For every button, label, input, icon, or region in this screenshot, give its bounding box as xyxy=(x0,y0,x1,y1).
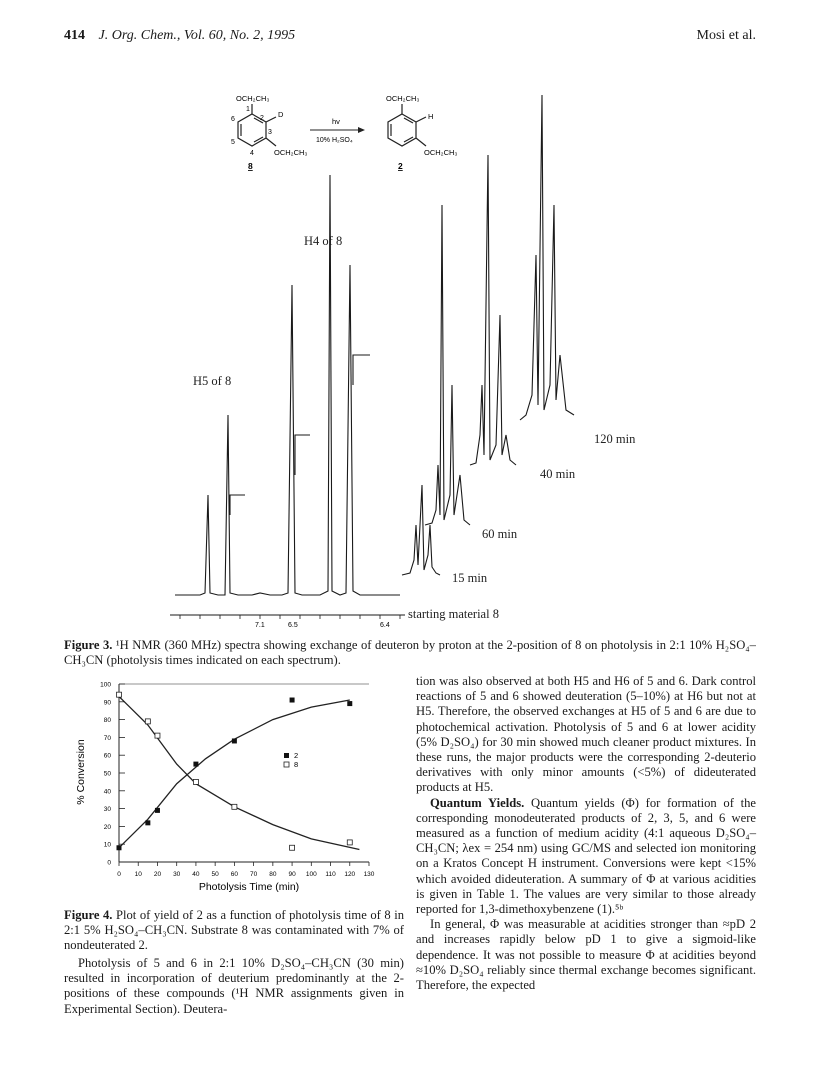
spectrum-label-120-min: 120 min xyxy=(594,432,636,446)
ppm-tick-label: 7.1 xyxy=(255,622,265,629)
chart-y-axis-label: % Conversion xyxy=(75,739,87,805)
spectrum-120-min xyxy=(520,95,574,420)
data-point-series-2 xyxy=(193,762,198,767)
spectrum-15-min xyxy=(402,485,440,575)
x-tick-label: 20 xyxy=(153,871,162,878)
ppm-axis-ticks xyxy=(180,615,400,619)
figure-3-caption xyxy=(64,638,756,668)
y-tick-label: 90 xyxy=(103,699,111,707)
x-tick-label: 10 xyxy=(134,871,142,878)
section-heading: Quantum Yields. xyxy=(430,795,525,810)
quantum-yields-paragraph xyxy=(416,796,756,918)
ppm-tick-label: 6.5 xyxy=(288,622,298,629)
reactant-compound-label: 8 xyxy=(248,161,253,171)
x-tick-label: 70 xyxy=(249,871,258,878)
chart-marks xyxy=(117,692,360,850)
ring-number-3: 3 xyxy=(268,129,272,136)
data-point-series-8 xyxy=(117,692,122,697)
x-tick-label: 80 xyxy=(269,871,277,878)
x-tick-label: 50 xyxy=(211,871,219,878)
ring-number-2: 2 xyxy=(260,115,264,122)
figure-4-caption xyxy=(64,908,404,953)
figure-3-caption-text: ¹H NMR (360 MHz) spectra showing exchange of deuteron by proton at the 2-position of 8 on photolysis in 2:1 10% H₂SO₄–CH₃CN (photolysis times indicated on each spectrum). xyxy=(64,638,756,667)
data-point-series-2 xyxy=(290,698,295,703)
x-tick-label: 0 xyxy=(117,871,121,878)
spectrum-label-60-min: 60 min xyxy=(482,527,518,541)
data-point-series-2 xyxy=(347,701,352,706)
legend-marker-series-2 xyxy=(284,753,289,758)
data-point-series-8 xyxy=(145,719,150,724)
data-point-series-2 xyxy=(117,845,122,850)
y-tick-label: 80 xyxy=(103,717,111,725)
ring-number-1: 1 xyxy=(246,106,250,113)
ring-number-4: 4 xyxy=(250,150,254,157)
y-tick-label: 10 xyxy=(103,841,111,849)
integral-trace xyxy=(353,355,370,385)
product-substituent-bottom: OCH₂CH₃ xyxy=(424,148,458,157)
journal-citation: J. Org. Chem., Vol. 60, No. 2, 1995 xyxy=(98,28,296,43)
x-tick-label: 110 xyxy=(325,871,336,878)
product-substituent-top: OCH₂CH₃ xyxy=(386,94,420,103)
running-head xyxy=(64,28,756,48)
body-paragraph: Photolysis of 5 and 6 in 2:1 10% D₂SO₄–CH₃CN (30 min) resulted in incorporation of deuterium predominantly at the 2-positions of these compounds (¹H NMR assignments given in Experimental Section). Deutera- xyxy=(64,956,404,1016)
data-point-series-8 xyxy=(290,845,295,850)
data-point-series-8 xyxy=(155,733,160,738)
chart-axes xyxy=(100,682,375,879)
y-tick-label: 70 xyxy=(103,734,111,742)
spectrum-60-min xyxy=(425,205,470,525)
integral-trace xyxy=(295,435,310,475)
left-column-text xyxy=(64,956,404,1017)
conversion-chart xyxy=(64,672,404,904)
ring-number-6: 6 xyxy=(231,116,235,123)
peak-label-h4: H4 of 8 xyxy=(304,234,343,248)
peak-label-h5: H5 of 8 xyxy=(193,374,232,388)
spectrum-label-starting-material: starting material 8 xyxy=(408,607,499,621)
data-point-series-2 xyxy=(145,820,150,825)
data-point-series-8 xyxy=(347,840,352,845)
x-tick-label: 100 xyxy=(305,871,317,878)
page-number: 414 xyxy=(64,28,85,43)
reactant-substituent-top: OCH₂CH₃ xyxy=(236,94,270,103)
reactant-substituent-bottom: OCH₂CH₃ xyxy=(274,148,308,157)
reactant-deuterium: D xyxy=(278,110,284,119)
x-tick-label: 60 xyxy=(230,871,239,878)
x-tick-label: 90 xyxy=(288,871,296,878)
ppm-tick-label: 6.4 xyxy=(380,622,390,629)
data-point-series-2 xyxy=(155,808,160,813)
y-tick-label: 100 xyxy=(100,681,111,689)
nmr-spectra-figure xyxy=(170,55,670,630)
right-column-text xyxy=(416,674,756,993)
legend-label-series-8: 8 xyxy=(294,760,299,769)
y-tick-label: 60 xyxy=(103,752,111,760)
x-tick-label: 40 xyxy=(192,871,200,878)
author-running-title: Mosi et al. xyxy=(696,28,756,43)
chart-x-axis-label: Photolysis Time (min) xyxy=(198,881,300,893)
data-point-series-8 xyxy=(193,779,198,784)
data-point-series-8 xyxy=(232,804,237,809)
body-paragraph-text: Quantum yields (Φ) for formation of the corresponding monodeuterated products of 2, 3, 5, and 6 were measured as a function of medium acidity (4:1 aqueous D₂SO₄–CH₃CN; λex = 254 nm) using GC/MS and selected ion monitoring on a Kratos Concept H instrument. Conversions were kept <15% which avoided dideuteration. A summary of Φ at various acidities is given in Table 1. The values are very similar to those already reported for 1,3-dimethoxybenzene (1).⁵ᵇ xyxy=(416,795,756,917)
y-tick-label: 20 xyxy=(103,823,111,831)
fit-curve-series-2 xyxy=(119,700,350,848)
arrow-condition-top: hv xyxy=(332,117,340,126)
figure-4-caption-text: Plot of yield of 2 as a function of photolysis time of 8 in 2:1 5% H₂SO₄–CH₃CN. Substrate 8 was contaminated with 7% of nondeuterated 2. xyxy=(64,908,404,952)
legend-label-series-2: 2 xyxy=(294,751,299,760)
y-tick-label: 30 xyxy=(103,806,111,814)
x-tick-label: 130 xyxy=(363,871,375,878)
integral-trace xyxy=(230,495,245,515)
figure-4-label: Figure 4. xyxy=(64,908,113,922)
x-tick-label: 30 xyxy=(173,871,181,878)
product-hydrogen: H xyxy=(428,112,434,121)
data-point-series-2 xyxy=(232,738,237,743)
ring-number-5: 5 xyxy=(231,139,235,146)
y-tick-label: 0 xyxy=(107,859,111,867)
spectrum-40-min xyxy=(470,155,516,465)
legend-marker-series-8 xyxy=(284,762,289,767)
spectrum-label-40-min: 40 min xyxy=(540,467,576,481)
body-paragraph: tion was also observed at both H5 and H6 of 5 and 6. Dark control reactions of 5 and 6 showed deuteration (5–10%) at H6 but not at H5. Therefore, the observed exchanges at H5 of 5 and 6 are due to photochemical activation. Photolysis of 5 and 6 at lower acidity (5% D₂SO₄) for 30 min showed much cleaner product mixtures. In these runs, the major products were the corresponding 2-deuterio derivatives with only minor amounts (<5%) of dideuterated products at H5. xyxy=(416,674,756,795)
arrow-condition-bottom: 10% H₂SO₄ xyxy=(316,137,353,144)
fit-curve-series-8 xyxy=(119,697,359,850)
y-tick-label: 40 xyxy=(103,788,111,796)
body-paragraph: In general, Φ was measurable at acidities stronger than ≈pD 2 and increases rapidly below pD 1 to give a sigmoid-like dependence. It was not possible to measure Φ at acidities beyond ≈10% D₂SO₄ reliably since thermal exchange becomes significant. Therefore, the expected xyxy=(416,917,756,993)
x-tick-label: 120 xyxy=(344,871,356,878)
figure-3-label: Figure 3. xyxy=(64,638,113,652)
spectrum-label-15-min: 15 min xyxy=(452,571,488,585)
y-tick-label: 50 xyxy=(103,770,111,778)
product-compound-label: 2 xyxy=(398,161,403,171)
